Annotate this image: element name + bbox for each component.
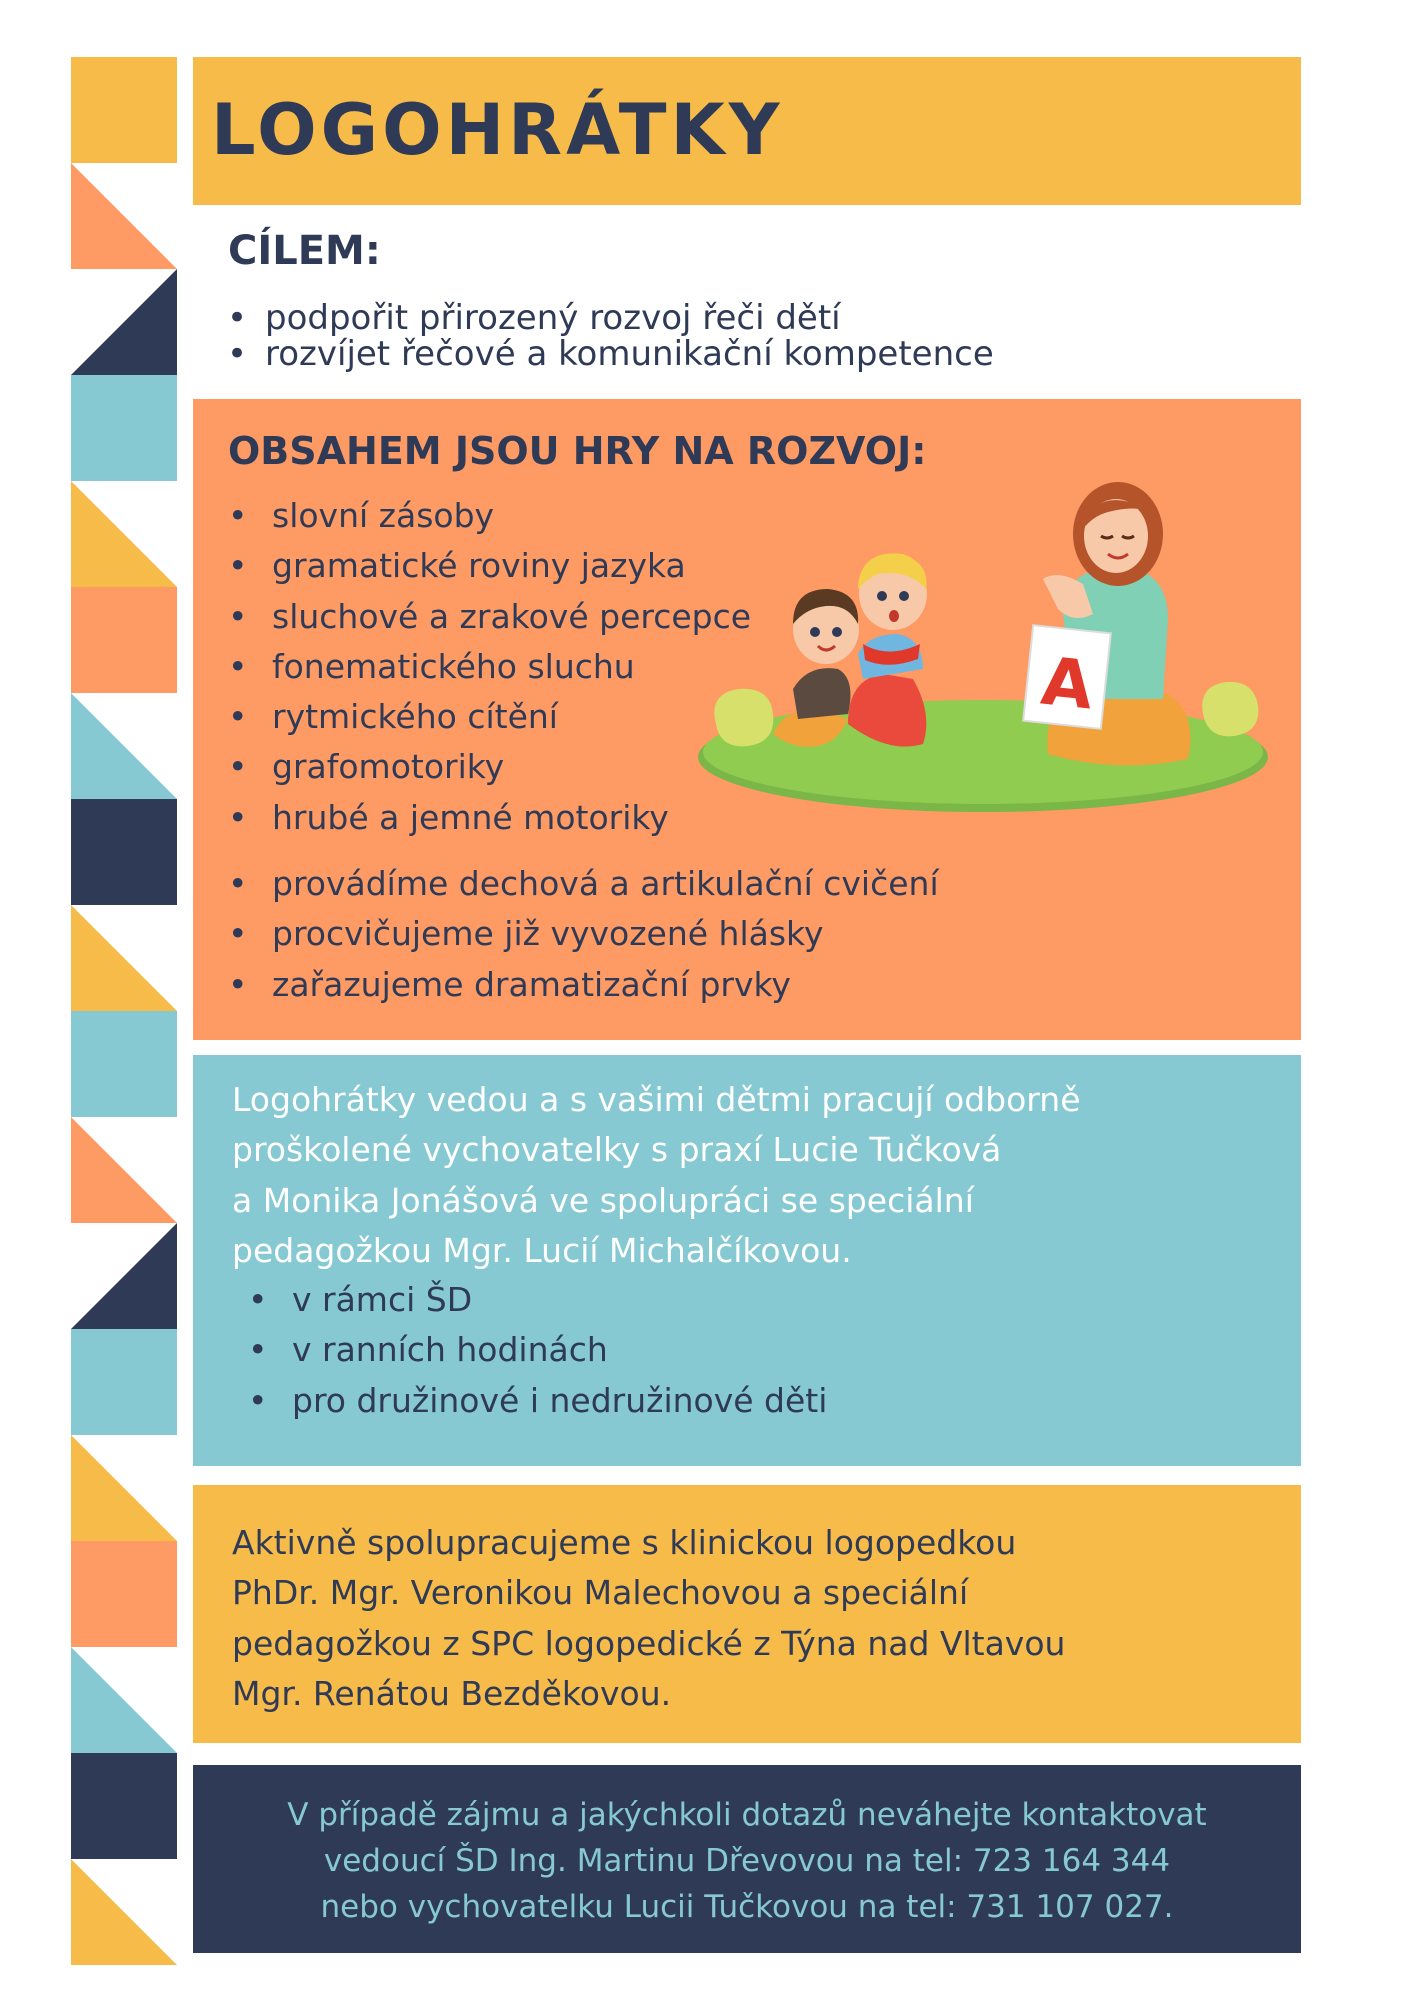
topic-item: • grafomotoriky <box>228 742 751 792</box>
decor-tile-square <box>71 1753 177 1859</box>
staff-section <box>193 1055 1301 1466</box>
decor-tile-square <box>71 587 177 693</box>
staff-line: pedagožkou Mgr. Lucií Michalčíkovou. <box>232 1230 852 1270</box>
goals-section <box>193 222 1301 382</box>
page-title: LOGOHRÁTKY <box>211 89 784 171</box>
decor-tile-triangle <box>71 905 177 1011</box>
collaboration-line: pedagožkou z SPC logopedické z Týna nad Vltavou <box>232 1623 1066 1663</box>
staff-details-list <box>248 1275 827 1426</box>
collaboration-line: PhDr. Mgr. Veronikou Malechovou a speciální <box>232 1573 969 1613</box>
goals-list <box>225 300 994 372</box>
card-letter: A <box>1037 642 1097 725</box>
decor-tile-square <box>71 375 177 481</box>
contact-line: nebo vychovatelku Lucii Tučkovou na tel: 731 107 027. <box>320 1889 1174 1925</box>
staff-detail-item: • pro družinové i nedružinové děti <box>248 1376 827 1426</box>
decor-tile-square <box>71 799 177 905</box>
staff-line: a Monika Jonášová ve spolupráci se speciální <box>232 1180 974 1220</box>
topic-item: • sluchové a zrakové percepce <box>228 592 751 642</box>
child-figure <box>848 553 927 746</box>
decor-tile-triangle <box>71 1223 177 1329</box>
activities-list <box>228 859 939 1010</box>
collaboration-paragraph <box>232 1518 1242 1719</box>
topic-item: • hrubé a jemné motoriky <box>228 793 751 843</box>
topic-item: • gramatické roviny jazyka <box>228 541 751 591</box>
pillow-icon <box>714 689 773 747</box>
contact-line: vedoucí ŠD Ing. Martinu Dřevovou na tel: 723 164 344 <box>323 1843 1171 1879</box>
contact-line: V případě zájmu a jakýchkoli dotazů neváhejte kontaktovat <box>287 1797 1207 1833</box>
content-heading: OBSAHEM JSOU HRY NA ROZVOJ: <box>228 429 927 473</box>
activity-item: • provádíme dechová a artikulační cvičení <box>228 859 939 909</box>
staff-detail-item: • v rámci ŠD <box>248 1275 827 1325</box>
decor-tile-triangle <box>71 163 177 269</box>
staff-paragraph <box>232 1075 1242 1276</box>
decor-tile-square <box>71 57 177 163</box>
title-band <box>193 57 1301 205</box>
contact-paragraph <box>193 1792 1301 1930</box>
decor-tile-square <box>71 1011 177 1117</box>
topic-item: • rytmického cítění <box>228 692 751 742</box>
teacher-children-illustration <box>698 474 1278 824</box>
decor-tile-square <box>71 1329 177 1435</box>
goal-item: • rozvíjet řečové a komunikační kompetence <box>225 336 994 372</box>
staff-line: Logohrátky vedou a s vašimi dětmi pracují odborně <box>232 1080 1081 1119</box>
decor-tile-triangle <box>71 1647 177 1753</box>
activity-item: • procvičujeme již vyvozené hlásky <box>228 909 939 959</box>
decor-tile-triangle <box>71 693 177 799</box>
staff-detail-item: • v ranních hodinách <box>248 1325 827 1375</box>
collaboration-line: Mgr. Renátou Bezděkovou. <box>232 1673 672 1713</box>
goals-heading: CÍLEM: <box>228 228 381 274</box>
topic-item: • fonematického sluchu <box>228 642 751 692</box>
pillow-icon <box>1202 682 1258 736</box>
decor-tile-triangle <box>71 269 177 375</box>
collaboration-line: Aktivně spolupracujeme s klinickou logopedkou <box>232 1523 1017 1562</box>
staff-line: proškolené vychovatelky s praxí Lucie Tučková <box>232 1130 1002 1170</box>
decor-tile-triangle <box>71 1435 177 1541</box>
topics-list <box>228 491 751 843</box>
activity-item: • zařazujeme dramatizační prvky <box>228 960 939 1010</box>
decorative-tile-strip <box>71 57 177 1963</box>
goal-item: • podpořit přirozený rozvoj řeči dětí <box>225 300 994 336</box>
decor-tile-square <box>71 1541 177 1647</box>
decor-tile-triangle <box>71 481 177 587</box>
collaboration-section <box>193 1485 1301 1743</box>
decor-tile-triangle <box>71 1117 177 1223</box>
content-section <box>193 399 1301 1040</box>
decor-tile-triangle <box>71 1859 177 1965</box>
contact-section <box>193 1765 1301 1953</box>
letter-card <box>1023 625 1111 729</box>
topic-item: • slovní zásoby <box>228 491 751 541</box>
